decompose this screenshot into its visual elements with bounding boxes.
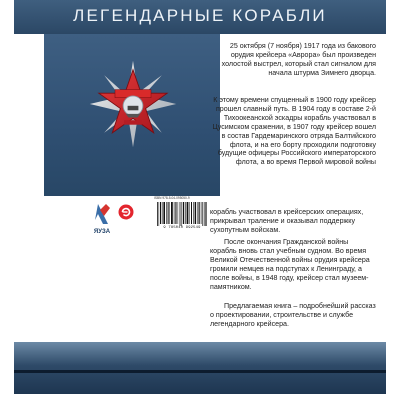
description-paragraph-2: К этому времени спущенный в 1900 году крейсер прошел славный путь. В 1904 году в составе 2-й Тихоокеанской эскадры корабль участвовал в Цусимском сражении, в 1907 году крейсер вошел в состав Гардемаринского отряда Балтийского флота, и на его борту проходили подготовку будущие офицеры Российского императорского флота, а во время Первой мировой войны <box>212 96 376 167</box>
description-paragraph-1: 25 октября (7 ноября) 1917 года из бакового орудия крейсера «Аврора» был произведен холостой выстрел, который стал сигналом для начала штурма Зимнего дворца. <box>221 42 376 77</box>
series-title: ЛЕГЕНДАРНЫЕ КОРАБЛИ <box>73 6 327 25</box>
description-paragraph-3: корабль участвовал в крейсерских операциях, прикрывал траление и оказывал поддержку сухопутным войскам. <box>210 208 364 234</box>
isbn-barcode-block <box>154 196 210 234</box>
eksmo-logo-icon <box>118 204 134 220</box>
description-paragraph-5: Предлагаемая книга – подробнейший рассказ о проектировании, строительстве и службе легендарного крейсера. <box>210 302 376 328</box>
order-of-october-revolution-icon <box>88 59 178 149</box>
book-back-cover <box>14 0 386 394</box>
barcode-icon <box>156 202 208 226</box>
yauza-logo-label: ЯУЗА <box>93 229 111 235</box>
description-paragraph-4: После окончания Гражданской войны корабль вновь стал учебным судном. Во время Великой Отечественной войны орудия крейсера громили немцев на подступах к Ленинграду, а после войны, в 1948 году, крейсер стал музеем-памятником. <box>210 238 370 291</box>
yauza-logo-icon <box>92 202 112 236</box>
order-panel <box>44 34 220 196</box>
barcode-digits: 9 785040 992549 <box>163 226 201 230</box>
bottom-decor-band <box>14 342 386 394</box>
series-banner <box>14 0 386 34</box>
publisher-block <box>76 196 216 236</box>
decor-stripe <box>14 370 386 373</box>
isbn-text: ISBN 978-5-04-095050-9 <box>154 196 190 200</box>
